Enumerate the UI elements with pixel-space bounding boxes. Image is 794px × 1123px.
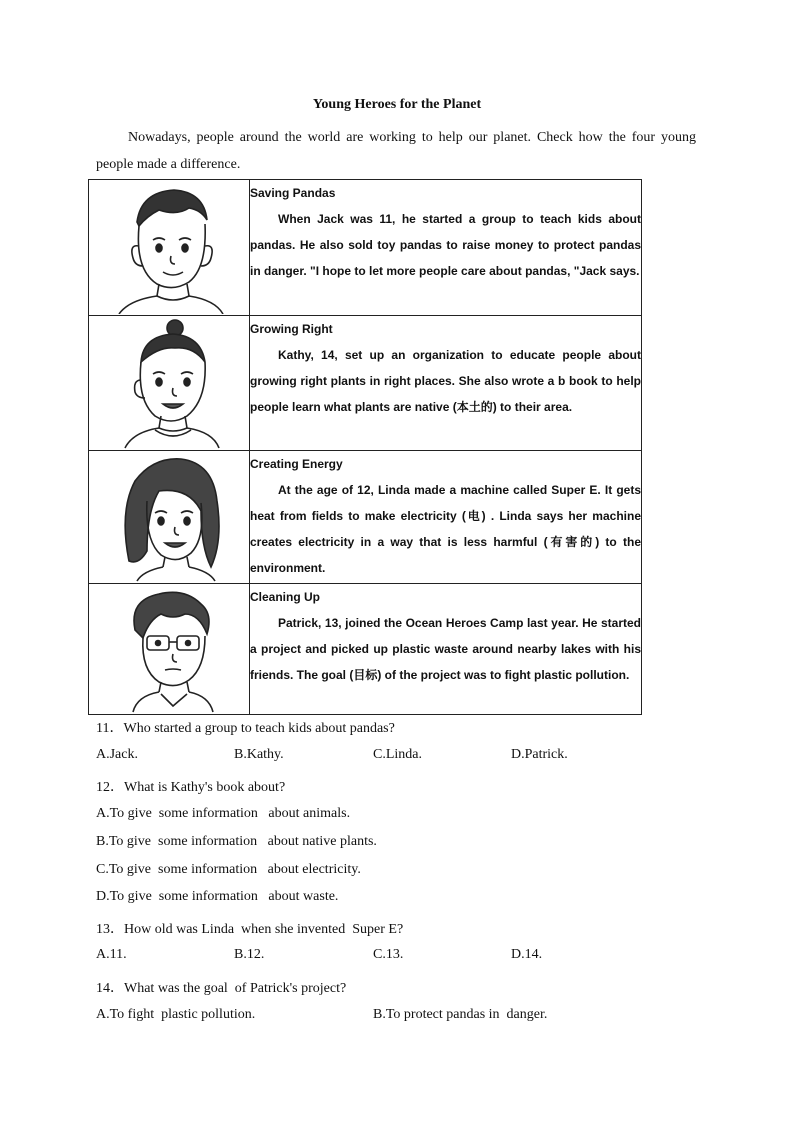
kathy-portrait-cell xyxy=(89,316,250,451)
jack-portrait-cell xyxy=(89,180,250,316)
hero-heading: Saving Pandas xyxy=(250,186,336,200)
patrick-portrait-image xyxy=(89,584,249,713)
heroes-table xyxy=(88,179,642,715)
question-12: 12．What is Kathy's book about? xyxy=(96,780,286,795)
q11-option-b[interactable]: B.Kathy. xyxy=(234,747,284,762)
q11-option-c[interactable]: C.Linda. xyxy=(373,747,422,762)
hero-row-patrick xyxy=(89,584,642,715)
q12-option-c[interactable]: C.To give some information about electricity. xyxy=(96,862,361,877)
hero-heading: Creating Energy xyxy=(250,457,343,471)
q14-option-b[interactable]: B.To protect pandas in danger. xyxy=(373,1007,548,1022)
hero-body: When Jack was 11, he started a group to teach kids about pandas. He also sold toy pandas to raise money to protect pandas in danger. "I hope to let more people care about pandas, "Jack says. xyxy=(250,212,641,278)
hero-row-jack xyxy=(89,180,642,316)
q14-option-a[interactable]: A.To fight plastic pollution. xyxy=(96,1007,256,1022)
q13-option-c[interactable]: C.13. xyxy=(373,947,404,962)
hero-body: At the age of 12, Linda made a machine called Super E. It gets heat from fields to make electricity (电) . Linda says her machine creates electricity in a way that is less harmful (有害的) to the environment. xyxy=(250,483,641,575)
intro-paragraph: Nowadays, people around the world are working to help our planet. Check how the four young people made a difference. xyxy=(96,130,696,172)
question-13: 13．How old was Linda when she invented Super E? xyxy=(96,922,404,937)
question-11: 11．Who started a group to teach kids about pandas? xyxy=(96,721,395,736)
patrick-portrait-cell xyxy=(89,584,250,715)
patrick-text-cell xyxy=(250,584,642,715)
hero-body: Kathy, 14, set up an organization to educate people about growing right plants in right places. She also wrote a b book to help people learn what plants are native (本土的) to their area. xyxy=(250,348,641,414)
q11-option-d[interactable]: D.Patrick. xyxy=(511,747,568,762)
question-14: 14．What was the goal of Patrick's project? xyxy=(96,981,347,996)
q12-option-a[interactable]: A.To give some information about animals. xyxy=(96,806,351,821)
page-title: Young Heroes for the Planet xyxy=(312,97,482,112)
jack-text-cell xyxy=(250,180,642,316)
q12-option-b[interactable]: B.To give some information about native plants. xyxy=(96,834,377,849)
hero-row-linda xyxy=(89,451,642,584)
jack-portrait-image xyxy=(89,180,249,314)
hero-body: Patrick, 13, joined the Ocean Heroes Camp last year. He started a project and picked up plastic waste around nearby lakes with his friends. The goal (目标) of the project was to fight plastic pollution. xyxy=(250,616,641,682)
hero-row-kathy xyxy=(89,316,642,451)
linda-text-cell xyxy=(250,451,642,584)
kathy-text-cell xyxy=(250,316,642,451)
linda-portrait-cell xyxy=(89,451,250,584)
q13-option-b[interactable]: B.12. xyxy=(234,947,265,962)
hero-heading: Growing Right xyxy=(250,322,333,336)
q13-option-a[interactable]: A.11. xyxy=(96,947,127,962)
kathy-portrait-image xyxy=(89,316,249,449)
q12-option-d[interactable]: D.To give some information about waste. xyxy=(96,889,339,904)
hero-heading: Cleaning Up xyxy=(250,590,321,604)
linda-portrait-image xyxy=(89,451,249,582)
q11-option-a[interactable]: A.Jack. xyxy=(96,747,138,762)
q13-option-d[interactable]: D.14. xyxy=(511,947,543,962)
